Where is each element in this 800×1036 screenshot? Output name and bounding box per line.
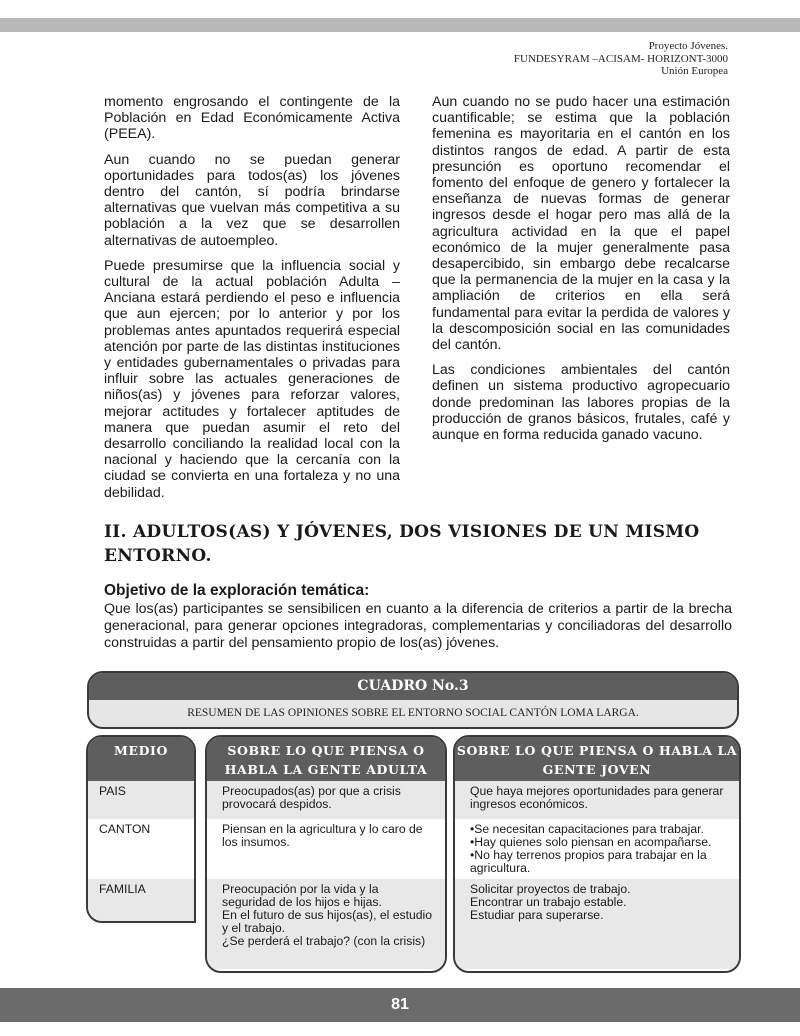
header-organizations: FUNDESYRAM –ACISAM- HORIZONT-3000 xyxy=(513,52,728,65)
table-cell: Piensan en la agricultura y lo caro de los insumos. xyxy=(222,822,423,849)
column-header-adulta: SOBRE LO QUE PIENSA O HABLA LA GENTE ADULTA xyxy=(207,737,445,781)
table-cell: PAIS xyxy=(88,781,194,819)
table-column-medio xyxy=(86,735,196,923)
table-cell: Preocupados(as) por que a crisis provocará despidos. xyxy=(207,781,445,819)
table-cell: Solicitar proyectos de trabajo. Encontrar un trabajo estable. Estudiar para superarse. xyxy=(455,879,739,969)
paragraph: Puede presumirse que la influencia social y cultural de la actual población Adulta – Anciana estará perdiendo el peso e influencia que aun ejercen; por lo anterior y por los problemas antes apuntados requerirá especial atención por parte de las distintas instituciones y entidades gubernamentales o privadas para influir sobre las actuales generaciones de niños(as) y jóvenes para reforzar valores, mejorar actitudes y fortalecer aptitudes de manera que puedan asumir el reto del desarrollo conciliando la realidad local con la nacional y haciendo que la cercanía con la ciudad se convierta en una fortaleza y no una debilidad. xyxy=(104,257,400,501)
paragraph: Las condiciones ambientales del cantón definen un sistema productivo agropecuario donde predominan las labores propias de la producción de granos básicos, frutales, café y aunque en forma reducida ganado vacuno. xyxy=(432,362,730,444)
column-header-medio: MEDIO xyxy=(88,737,194,781)
table-cell: •Se necesitan capacitaciones para trabajar. •Hay quienes solo piensan en acompañarse. •No hay terrenos propios para trabajar en la agricultura. xyxy=(470,822,712,875)
table-column-joven xyxy=(453,735,741,973)
table-cell: Preocupación por la vida y la seguridad de los hijos e hijas. En el futuro de sus hijos(as), el estudio y el trabajo. ¿Se perderá el trabajo? (con la crisis) xyxy=(207,879,445,969)
top-decorative-bar xyxy=(0,18,800,32)
header-funder: Unión Europea xyxy=(661,65,728,77)
paragraph: momento engrosando el contingente de la Población en Edad Económicamente Activa (PEEA). xyxy=(104,94,400,143)
cuadro-title: CUADRO No.3 xyxy=(89,673,737,700)
table-cell: Que haya mejores oportunidades para generar ingresos económicos. xyxy=(455,781,739,819)
paragraph: Aun cuando no se pudo hacer una estimación cuantificable; se estima que la población femenina es mayoritaria en el cantón en los distintos rangos de edad. A partir de esta presunción es oportuno recomendar el fomento del enfoque de genero y fortalecer la enseñanza de nuevas formas de generar ingresos desde el hogar pero mas allá de la agricultura actividad en la que el papel económico de la mujer generalmente pasa desapercibido, sin embargo debe recalcarse que la permanencia de la mujer en la casa y la ampliación de criterios en ella será fundamental para evitar la perdida de valores y la descomposición social en las comunidades del cantón. xyxy=(432,94,730,354)
page-footer xyxy=(0,988,800,1022)
page-header xyxy=(514,40,728,78)
table-cell: CANTON xyxy=(99,822,151,836)
left-text-column xyxy=(104,94,400,510)
objective-title: Objetivo de la exploración temática: xyxy=(104,582,370,599)
cuadro-banner xyxy=(87,671,739,729)
page-number: 81 xyxy=(391,996,409,1013)
table-cell: FAMILIA xyxy=(88,879,194,923)
section-title: II. ADULTOS(AS) Y JÓVENES, DOS VISIONES DE UN MISMO ENTORNO. xyxy=(104,522,700,566)
table-column-adulta xyxy=(205,735,447,973)
right-text-column xyxy=(432,94,730,452)
cuadro-subtitle: RESUMEN DE LAS OPINIONES SOBRE EL ENTORNO SOCIAL CANTÓN LOMA LARGA. xyxy=(187,707,639,719)
paragraph: Aun cuando no se puedan generar oportunidades para todos(as) los jóvenes dentro del cantón, sí podría brindarse alternativas que vuelvan más competitiva a su población a la vez que se desarrollen alternativas de autoempleo. xyxy=(104,151,400,249)
header-project: Proyecto Jóvenes. xyxy=(648,40,728,52)
objective-text: Que los(as) participantes se sensibilicen en cuanto a la diferencia de criterios a partir de la brecha generacional, para generar opciones integradoras, complementarias y conciliadoras del desarrollo construidas a partir del pensamiento propio de los(as) jóvenes. xyxy=(104,601,732,651)
column-header-joven: SOBRE LO QUE PIENSA O HABLA LA GENTE JOVEN xyxy=(455,737,739,781)
